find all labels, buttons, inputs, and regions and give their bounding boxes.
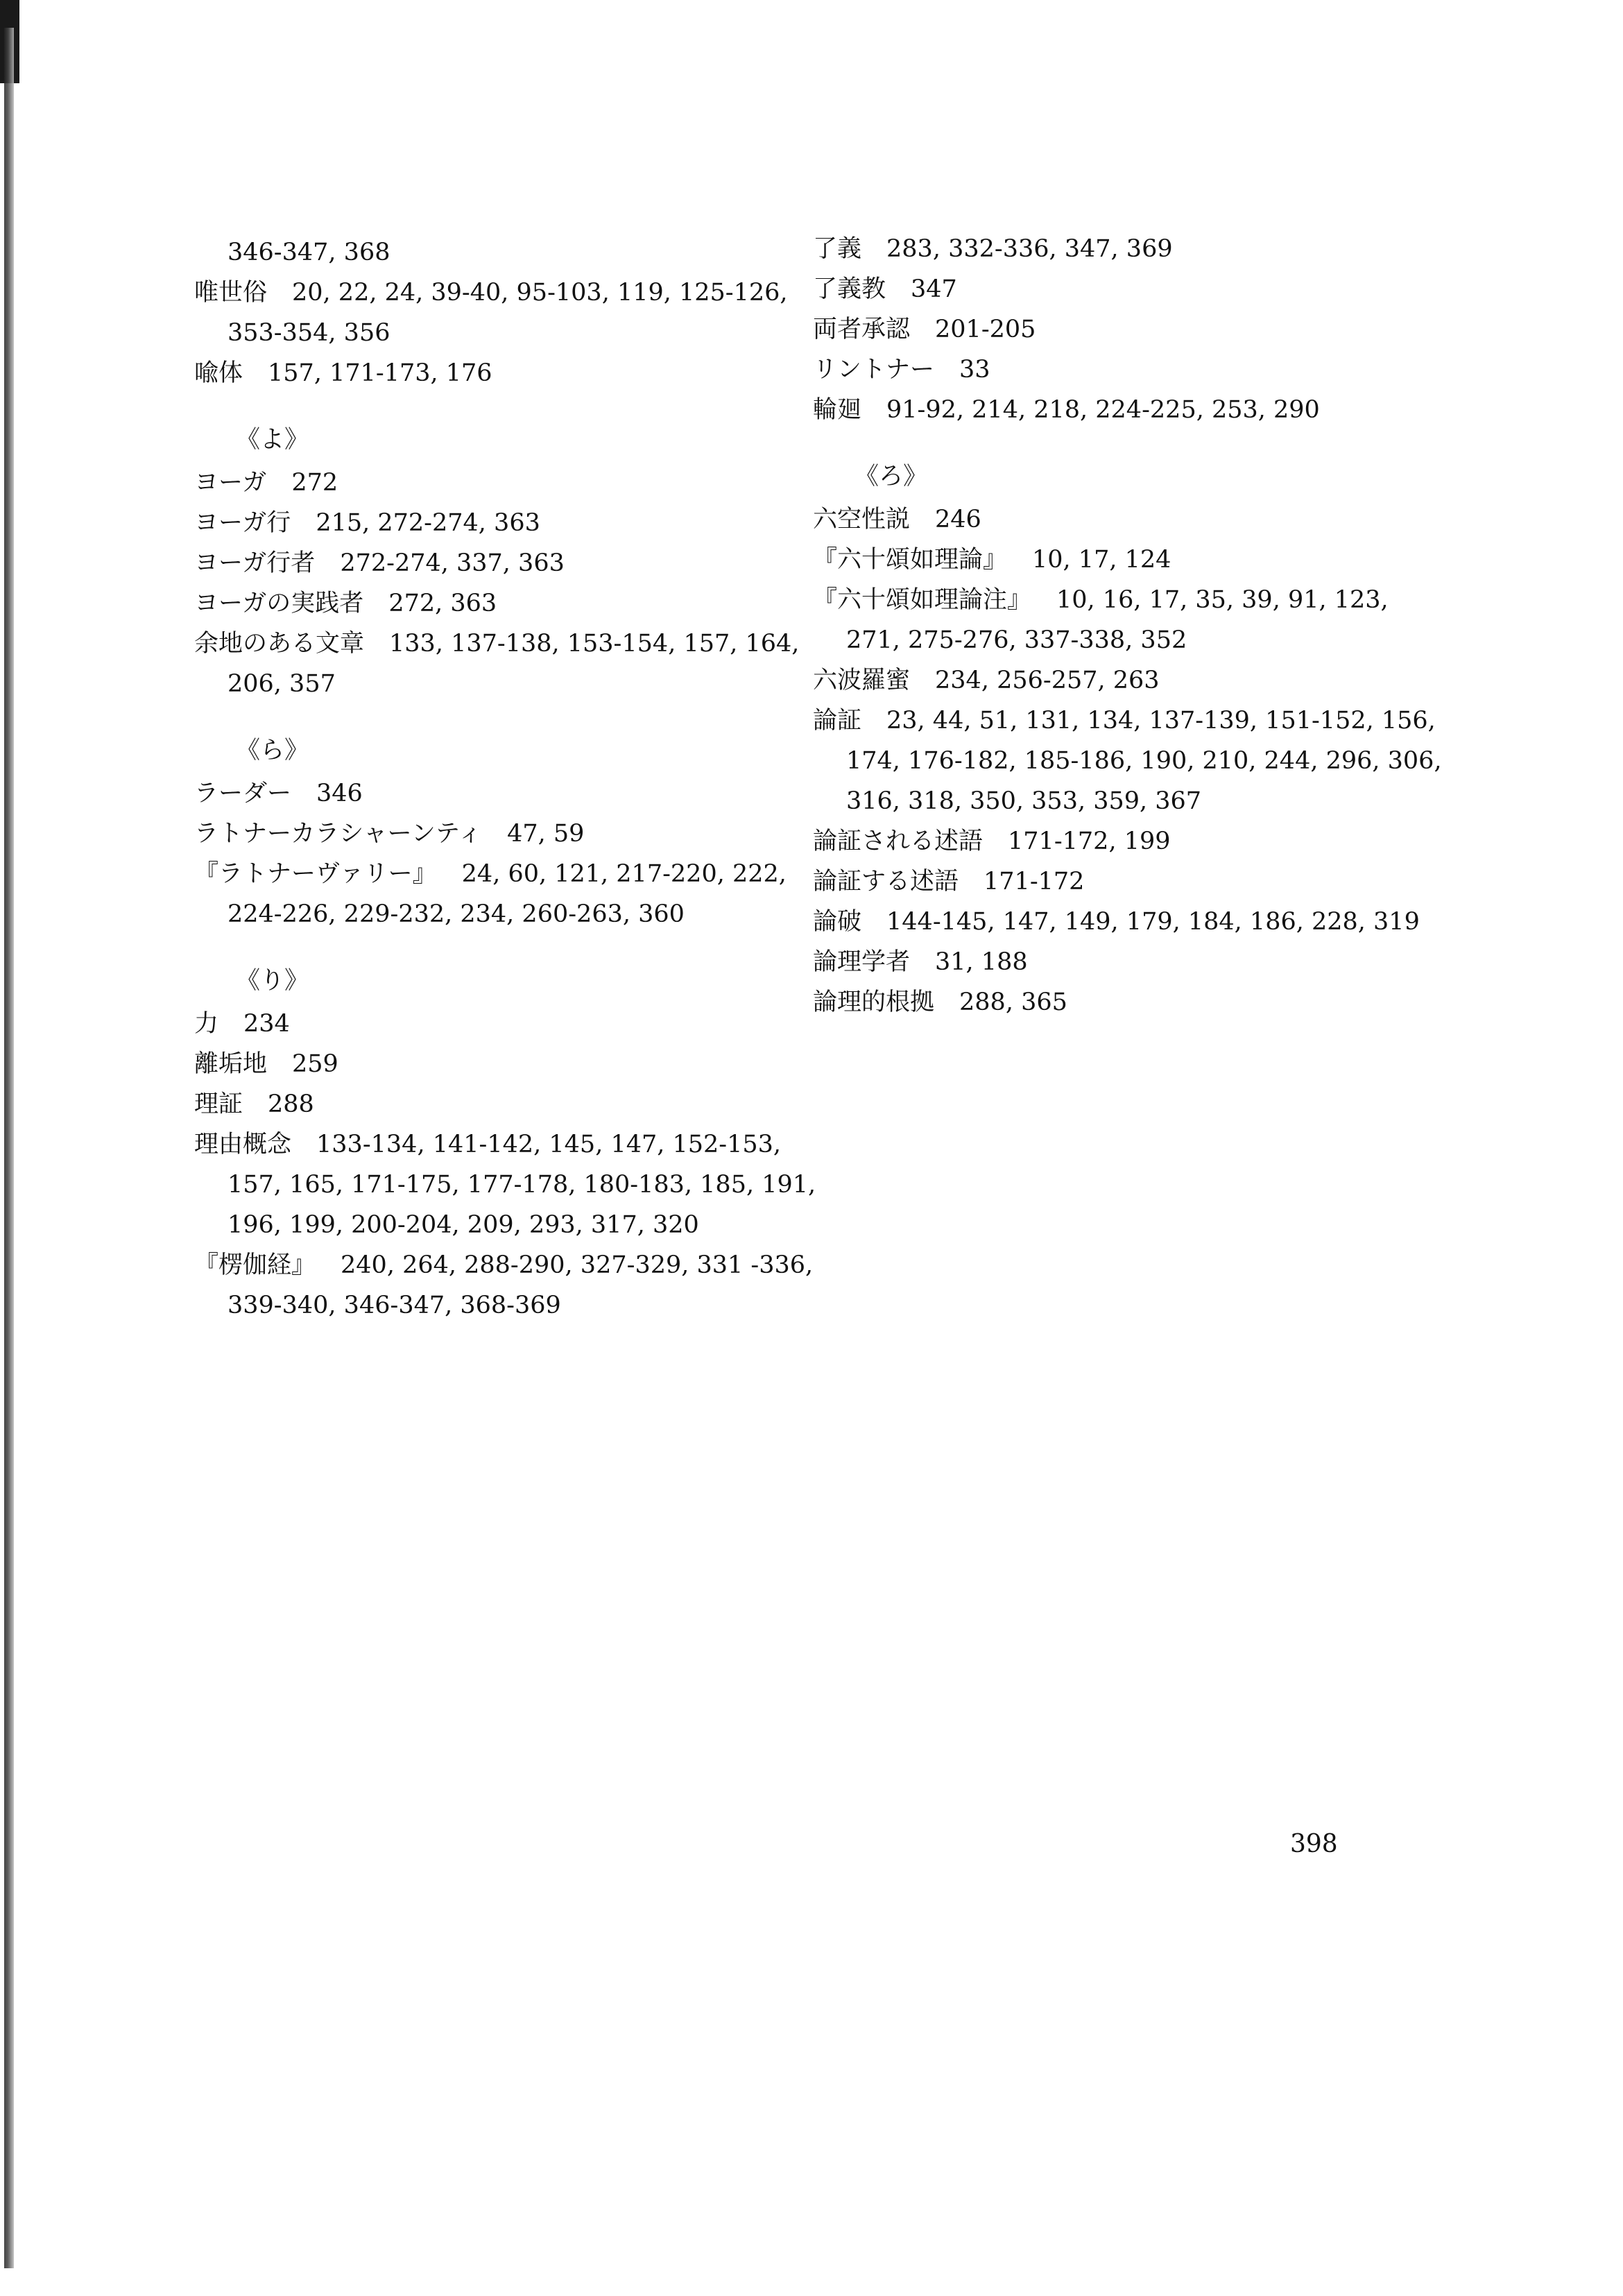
index-term: ヨーガ行者 bbox=[194, 549, 316, 577]
index-term: 離垢地 bbox=[194, 1050, 268, 1078]
index-entry bbox=[813, 269, 1506, 309]
index-section-heading: 《り》 bbox=[236, 967, 309, 995]
index-entry-continuation: 339-340, 346-347, 368-369 bbox=[227, 1292, 561, 1319]
index-term: 理証 bbox=[194, 1090, 243, 1118]
index-page-refs: 246 bbox=[935, 506, 981, 533]
index-term: 余地のある文章 bbox=[194, 630, 365, 658]
index-page-refs: 288 bbox=[268, 1090, 314, 1118]
index-term: 両者承認 bbox=[813, 316, 911, 343]
index-entry bbox=[194, 463, 888, 503]
index-entry bbox=[194, 814, 888, 854]
index-term: 論証する述語 bbox=[813, 868, 959, 896]
index-term: 『六十頌如理論』 bbox=[813, 546, 1008, 574]
index-entry bbox=[813, 229, 1506, 269]
index-page-refs: 240, 264, 288-290, 327-329, 331 -336, bbox=[341, 1251, 814, 1279]
index-entry bbox=[813, 540, 1506, 580]
index-entry bbox=[194, 583, 888, 624]
index-column-left bbox=[194, 232, 888, 1326]
index-term: 論証 bbox=[813, 707, 862, 735]
index-page-refs: 133, 137-138, 153-154, 157, 164, bbox=[389, 630, 800, 658]
index-term: 六波羅蜜 bbox=[813, 667, 911, 694]
index-term: リントナー bbox=[813, 356, 935, 384]
index-entry bbox=[194, 624, 888, 664]
index-page-refs: 10, 17, 124 bbox=[1032, 546, 1171, 574]
index-page-refs: 31, 188 bbox=[935, 948, 1028, 976]
index-term: 『六十頌如理論注』 bbox=[813, 586, 1032, 614]
index-entry-continuation: 206, 357 bbox=[227, 670, 336, 698]
index-page-refs: 215, 272-274, 363 bbox=[316, 509, 540, 537]
index-section-heading: 《よ》 bbox=[236, 426, 309, 454]
index-entry-continuation: 271, 275-276, 337-338, 352 bbox=[846, 626, 1187, 654]
index-page-refs: 24, 60, 121, 217-220, 222, bbox=[461, 860, 787, 888]
index-entry bbox=[813, 942, 1506, 982]
index-page-refs: 133-134, 141-142, 145, 147, 152-153, bbox=[316, 1131, 782, 1158]
index-page-refs: 201-205 bbox=[935, 316, 1036, 343]
index-entry bbox=[194, 1245, 888, 1285]
index-entry bbox=[813, 499, 1506, 540]
index-term: 『楞伽経』 bbox=[194, 1251, 316, 1279]
index-section-heading: 《ろ》 bbox=[855, 463, 928, 490]
index-term: 理由概念 bbox=[194, 1131, 292, 1158]
index-entry bbox=[813, 701, 1506, 741]
index-page-refs: 171-172, 199 bbox=[1008, 828, 1171, 855]
index-page-refs: 288, 365 bbox=[959, 988, 1067, 1016]
index-column-right bbox=[813, 229, 1506, 1022]
index-term: 力 bbox=[194, 1010, 219, 1038]
index-entry-continuation: 353-354, 356 bbox=[227, 319, 390, 347]
index-term: ヨーガ bbox=[194, 469, 267, 497]
index-entry-continuation: 174, 176-182, 185-186, 190, 210, 244, 296, 306, bbox=[846, 747, 1442, 775]
binding-edge bbox=[4, 28, 14, 2268]
index-page-refs: 171-172 bbox=[984, 868, 1085, 896]
index-page-refs: 144-145, 147, 149, 179, 184, 186, 228, 319 bbox=[886, 908, 1420, 936]
index-page-refs: 10, 16, 17, 35, 39, 91, 123, bbox=[1056, 586, 1389, 614]
index-page-refs: 272 bbox=[291, 469, 338, 497]
index-entry bbox=[813, 982, 1506, 1022]
index-entry bbox=[813, 902, 1506, 942]
index-entry bbox=[194, 1044, 888, 1084]
index-page-refs: 283, 332-336, 347, 369 bbox=[886, 235, 1173, 263]
index-entry bbox=[194, 1124, 888, 1165]
index-entry bbox=[813, 309, 1506, 350]
index-term: ラトナーカラシャーンティ bbox=[194, 820, 483, 848]
index-entry bbox=[813, 390, 1506, 430]
index-term: ヨーガ行 bbox=[194, 509, 291, 537]
index-entry bbox=[194, 503, 888, 543]
index-term: 論理学者 bbox=[813, 948, 911, 976]
index-term: 六空性説 bbox=[813, 506, 911, 533]
index-entry bbox=[194, 543, 888, 583]
index-entry-continuation: 224-226, 229-232, 234, 260-263, 360 bbox=[227, 900, 685, 928]
index-term: 論理的根拠 bbox=[813, 988, 935, 1016]
index-term: 喩体 bbox=[194, 359, 243, 387]
index-page-refs: 33 bbox=[959, 356, 990, 384]
index-term: ヨーガの実践者 bbox=[194, 590, 364, 617]
index-page-refs: 347 bbox=[911, 275, 957, 303]
index-entry bbox=[813, 350, 1506, 390]
index-page-refs: 20, 22, 24, 39-40, 95-103, 119, 125-126, bbox=[292, 279, 788, 307]
index-entry bbox=[813, 862, 1506, 902]
index-entry-continuation: 316, 318, 350, 353, 359, 367 bbox=[846, 787, 1202, 815]
index-term: 了義教 bbox=[813, 275, 886, 303]
index-entry bbox=[194, 353, 888, 393]
index-entry bbox=[194, 273, 888, 313]
index-term: 論破 bbox=[813, 908, 862, 936]
index-term: 『ラトナーヴァリー』 bbox=[194, 860, 437, 888]
index-page-refs: 23, 44, 51, 131, 134, 137-139, 151-152, 156, bbox=[886, 707, 1436, 735]
index-entry bbox=[194, 1084, 888, 1124]
index-entry bbox=[194, 854, 888, 894]
index-term: 輪廻 bbox=[813, 396, 862, 424]
index-entry bbox=[813, 660, 1506, 701]
index-term: ラーダー bbox=[194, 780, 292, 807]
index-page-refs: 234 bbox=[243, 1010, 290, 1038]
index-entry bbox=[194, 773, 888, 814]
index-section-heading: 《ら》 bbox=[236, 737, 309, 764]
page-number: 398 bbox=[1290, 1830, 1338, 1858]
index-entry bbox=[194, 1004, 888, 1044]
index-page-refs: 259 bbox=[292, 1050, 338, 1078]
index-term: 論証される述語 bbox=[813, 828, 984, 855]
index-page-refs: 272-274, 337, 363 bbox=[340, 549, 565, 577]
index-page-refs: 157, 171-173, 176 bbox=[268, 359, 492, 387]
index-page-refs: 91-92, 214, 218, 224-225, 253, 290 bbox=[886, 396, 1320, 424]
index-term: 了義 bbox=[813, 235, 862, 263]
index-entry-continuation: 196, 199, 200-204, 209, 293, 317, 320 bbox=[227, 1211, 699, 1239]
index-entry bbox=[813, 580, 1506, 620]
index-entry bbox=[813, 821, 1506, 862]
index-page-refs: 346 bbox=[316, 780, 363, 807]
index-page-refs: 47, 59 bbox=[507, 820, 585, 848]
index-page-refs: 234, 256-257, 263 bbox=[935, 667, 1160, 694]
index-term: 唯世俗 bbox=[194, 279, 268, 307]
index-page-refs: 272, 363 bbox=[388, 590, 497, 617]
index-entry-continuation: 157, 165, 171-175, 177-178, 180-183, 185, 191, bbox=[227, 1171, 816, 1199]
index-entry-continuation: 346-347, 368 bbox=[227, 239, 390, 266]
